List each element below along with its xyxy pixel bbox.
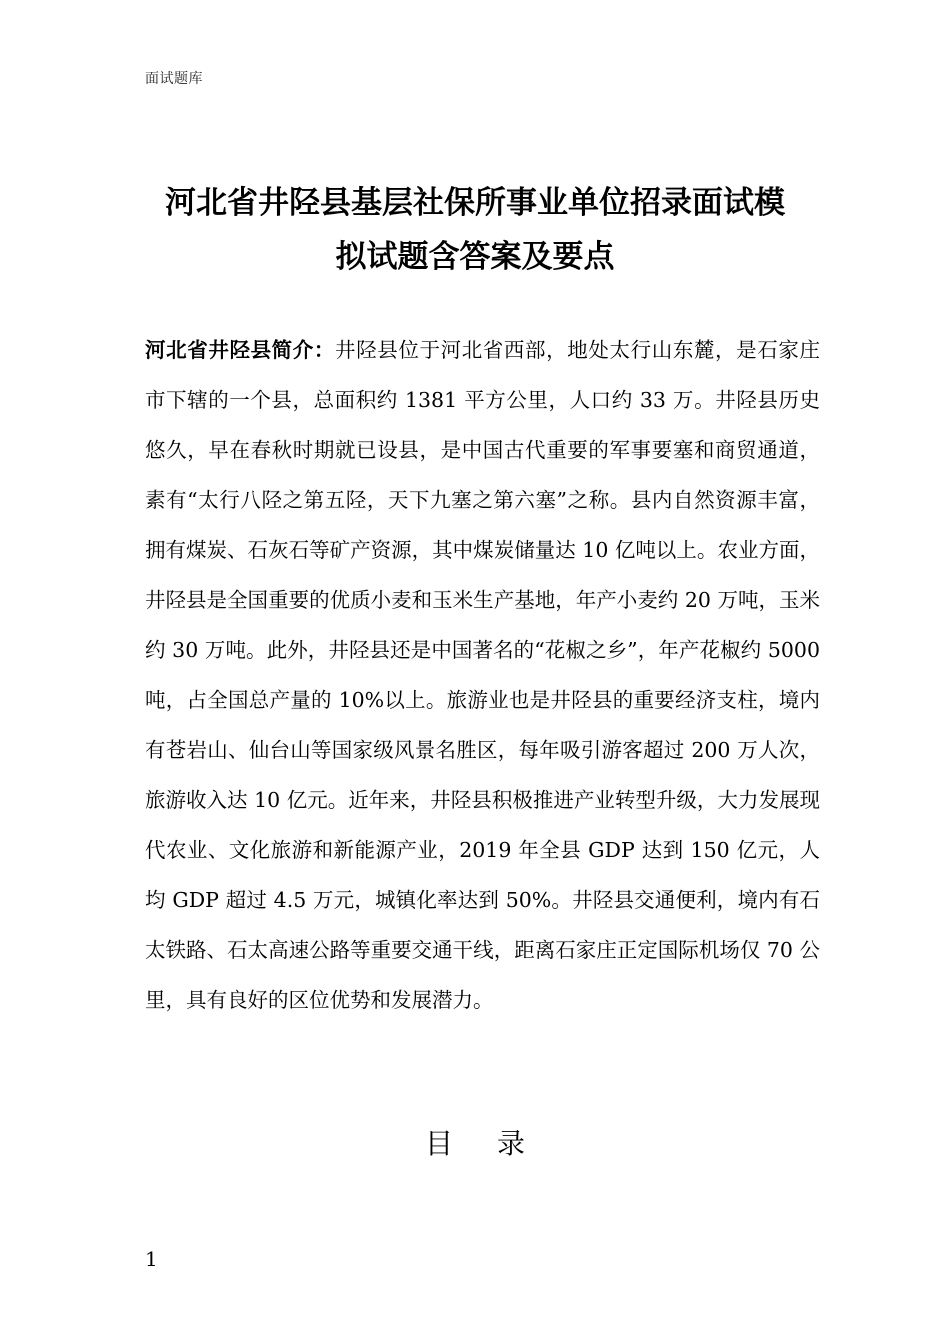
header-label: 面试题库 — [145, 71, 203, 87]
introduction-body: 井陉县位于河北省西部，地处太行山东麓，是石家庄市下辖的一个县，总面积约 1381 平方公里，人口约 33 万。井陉县历史悠久，早在春秋时期就已设县，是中国古代重要的军事要塞和商贸通道，素有“太行八陉之第五陉，天下九塞之第六塞”之称。县内自然资源丰富，拥有煤炭、石灰石等矿产资源，其中煤炭储量达 10 亿吨以上。农业方面，井陉县是全国重要的优质小麦和玉米生产基地，年产小麦约 20 万吨，玉米约 30 万吨。此外，井陉县还是中国著名的“花椒之乡”，年产花椒约 5000 吨，占全国总产量的 10%以上。旅游业也是井陉县的重要经济支柱，境内有苍岩山、仙台山等国家级风景名胜区，每年吸引游客超过 200 万人次，旅游收入达 10 亿元。近年来，井陉县积极推进产业转型升级，大力发展现代农业、文化旅游和新能源产业，2019 年全县 GDP 达到 150 亿元，人均 GDP 超过 4.5 万元，城镇化率达到 50%。井陉县交通便利，境内有石太铁路、石太高速公路等重要交通干线，距离石家庄正定国际机场仅 70 公里，具有良好的区位优势和发展潜力。 — [145, 338, 820, 1012]
document-title-line-1: 河北省井陉县基层社保所事业单位招录面试模 — [165, 185, 785, 221]
county-introduction — [145, 325, 820, 1025]
page-number: 1 — [145, 1247, 158, 1271]
table-of-contents-heading: 目录 — [424, 1127, 569, 1160]
introduction-lead: 河北省井陉县简介： — [145, 338, 336, 362]
document-title-line-2: 拟试题含答案及要点 — [335, 239, 615, 275]
document-title — [100, 176, 850, 284]
